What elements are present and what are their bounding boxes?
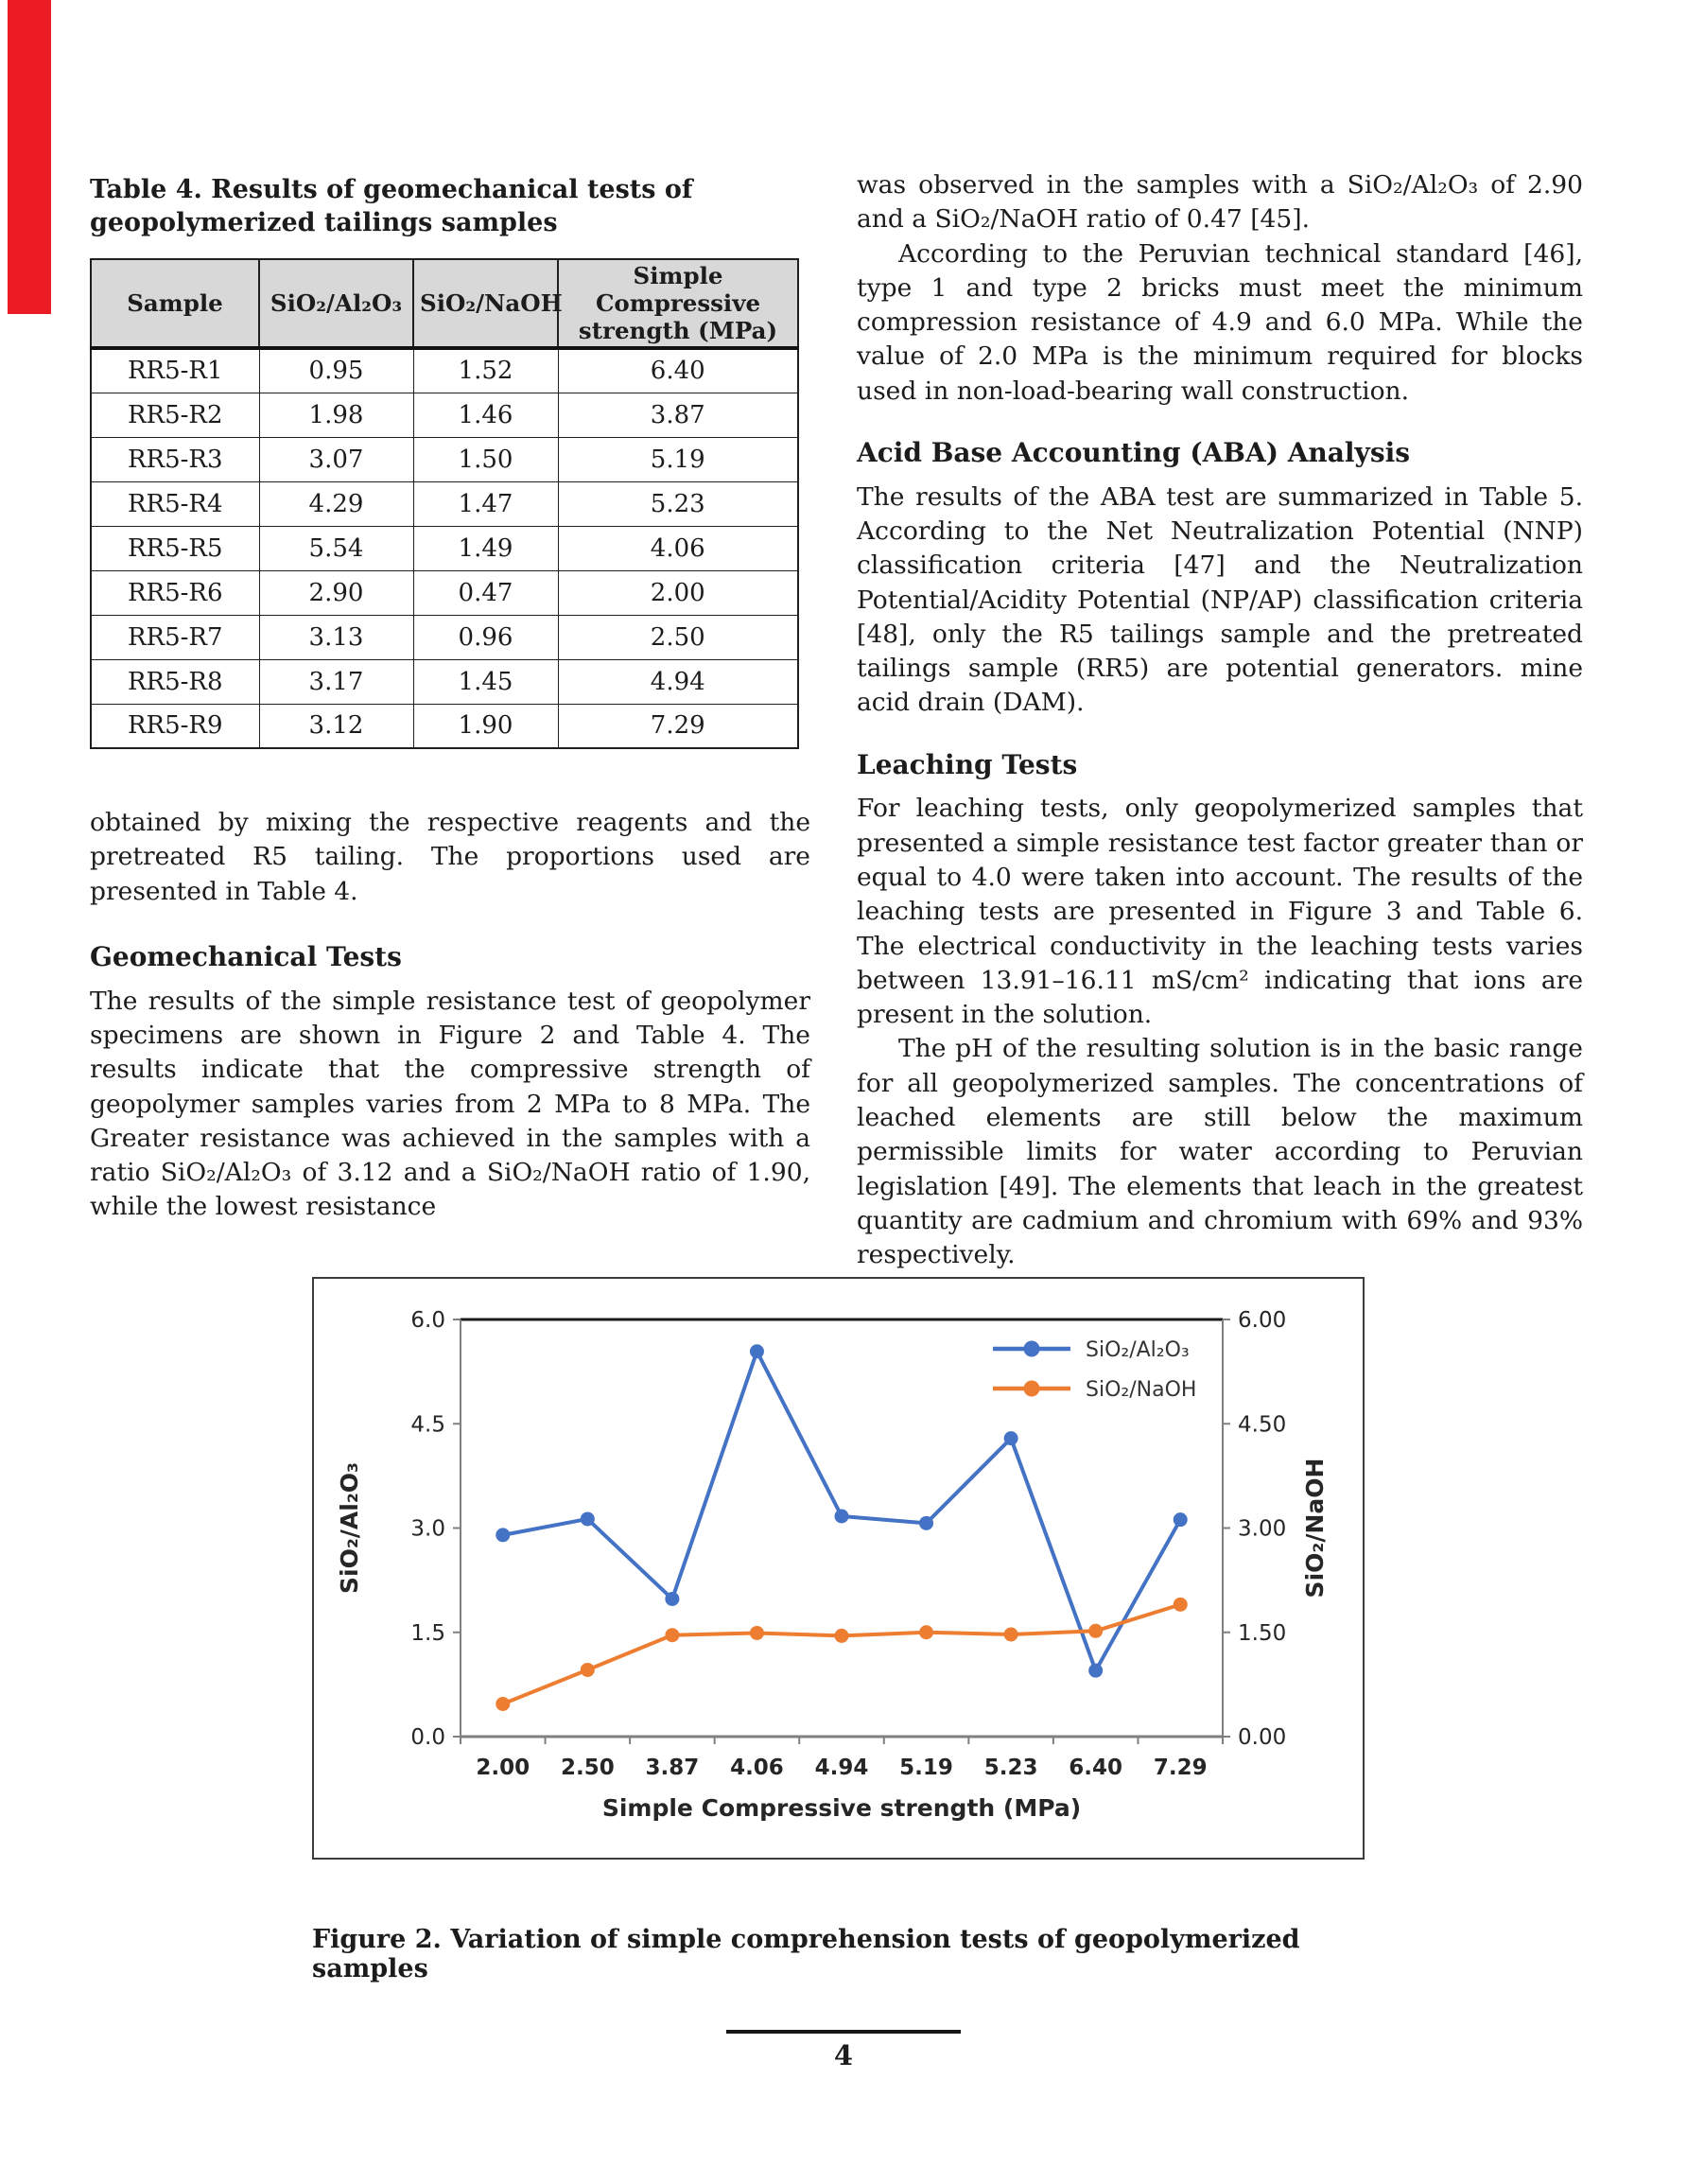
table-row xyxy=(91,481,798,526)
table4-title: Table 4. Results of geomechanical tests of geopolymerized tailings samples xyxy=(90,175,693,238)
svg-text:7.29: 7.29 xyxy=(1153,1756,1208,1780)
table-cell: 5.54 xyxy=(259,526,413,570)
table4-body xyxy=(91,348,798,748)
table-cell: 5.19 xyxy=(558,437,798,481)
svg-text:5.23: 5.23 xyxy=(983,1756,1038,1780)
red-edge-bar xyxy=(8,0,51,314)
geomechanical-tests-paragraph: The results of the simple resistance test of geopolymer specimens are shown in Figure 2 and Table 4. The results indicate that the compressive strength of geopolymer samples varies from 2 MPa to 8 MPa. The Greater resistance was achieved in the samples with a ratio SiO₂/Al₂O₃ of 3.12 and a SiO₂/NaOH ratio of 1.90, while the lowest resistance xyxy=(90,986,810,1222)
table-row xyxy=(91,615,798,659)
aba-analysis-paragraph: The results of the ABA test are summarized in Table 5. According to the Net Neutralization Potential (NNP) classification criteria [47] and the Neutralization Potential/Acidity Potential (NP/AP) classification criteria [48], only the R5 tailings sample and the pretreated tailings sample (RR5) are potential generators. mine acid drain (DAM). xyxy=(857,481,1583,718)
svg-text:0.0: 0.0 xyxy=(410,1725,445,1750)
svg-text:SiO₂/Al₂O₃: SiO₂/Al₂O₃ xyxy=(336,1462,363,1594)
table-cell: 3.87 xyxy=(558,393,798,437)
svg-text:Simple Compressive strength (M: Simple Compressive strength (MPa) xyxy=(601,1794,1082,1822)
figure2-chart-svg xyxy=(314,1279,1363,1858)
table-cell: 1.52 xyxy=(413,348,558,393)
table-cell: 6.40 xyxy=(558,348,798,393)
svg-text:6.00: 6.00 xyxy=(1238,1308,1287,1333)
figure2-caption: Figure 2. Variation of simple comprehension tests of geopolymerized samples xyxy=(312,1925,1300,1983)
table4-column-header: SiO₂/Al₂O₃ xyxy=(259,259,413,348)
table-cell: RR5-R5 xyxy=(91,526,259,570)
svg-text:4.94: 4.94 xyxy=(814,1756,869,1780)
table-row xyxy=(91,704,798,748)
leaching-tests-heading: Leaching Tests xyxy=(857,748,1078,780)
table-cell: 2.50 xyxy=(558,615,798,659)
figure2-chart xyxy=(312,1277,1365,1860)
table-row xyxy=(91,659,798,704)
table-cell: RR5-R7 xyxy=(91,615,259,659)
table-cell: 0.95 xyxy=(259,348,413,393)
svg-text:SiO₂/NaOH: SiO₂/NaOH xyxy=(1301,1458,1329,1599)
svg-text:3.0: 3.0 xyxy=(410,1516,445,1542)
table-row xyxy=(91,570,798,615)
table-cell: 4.94 xyxy=(558,659,798,704)
table-cell: 1.46 xyxy=(413,393,558,437)
svg-text:6.40: 6.40 xyxy=(1069,1756,1123,1780)
geomechanical-tests-heading: Geomechanical Tests xyxy=(90,941,402,973)
table-cell: 5.23 xyxy=(558,481,798,526)
svg-text:SiO₂/NaOH: SiO₂/NaOH xyxy=(1086,1378,1197,1402)
table-cell: 1.49 xyxy=(413,526,558,570)
table-cell: 0.47 xyxy=(413,570,558,615)
svg-text:0.00: 0.00 xyxy=(1238,1725,1287,1750)
table-cell: RR5-R1 xyxy=(91,348,259,393)
table-cell: RR5-R4 xyxy=(91,481,259,526)
page-number: 4 xyxy=(833,2039,854,2071)
aba-analysis-heading: Acid Base Accounting (ABA) Analysis xyxy=(857,437,1410,469)
svg-text:4.06: 4.06 xyxy=(730,1756,784,1780)
svg-text:2.00: 2.00 xyxy=(476,1756,530,1780)
table4-column-header: SiO₂/NaOH xyxy=(413,259,558,348)
table-cell: RR5-R8 xyxy=(91,659,259,704)
table-cell: 1.50 xyxy=(413,437,558,481)
table-cell: 3.13 xyxy=(259,615,413,659)
svg-text:3.00: 3.00 xyxy=(1238,1516,1287,1542)
table4-column-header: Sample xyxy=(91,259,259,348)
svg-text:SiO₂/Al₂O₃: SiO₂/Al₂O₃ xyxy=(1086,1338,1190,1362)
table4-head-row xyxy=(91,259,798,348)
svg-text:3.87: 3.87 xyxy=(645,1756,700,1780)
table-cell: 1.47 xyxy=(413,481,558,526)
svg-text:1.50: 1.50 xyxy=(1238,1620,1287,1646)
leaching-tests-paragraph: For leaching tests, only geopolymerized samples that presented a simple resistance test factor greater than or equal to 4.0 were taken into account. The results of the leaching tests are presented in Figure 3 and Table 6. The electrical conductivity in the leaching tests varies between 13.91–16.11 mS/cm² indicating that ions are present in the solution. xyxy=(857,794,1583,1030)
table-cell: 7.29 xyxy=(558,704,798,748)
table-cell: 4.29 xyxy=(259,481,413,526)
table4-column-header: Simple Compressive strength (MPa) xyxy=(558,259,798,348)
svg-text:2.50: 2.50 xyxy=(560,1756,615,1780)
intro-paragraph: obtained by mixing the respective reagents and the pretreated R5 tailing. The proportions used are presented in Table 4. xyxy=(90,808,810,906)
table-cell: 0.96 xyxy=(413,615,558,659)
table-cell: 3.07 xyxy=(259,437,413,481)
table-cell: 3.17 xyxy=(259,659,413,704)
table-row xyxy=(91,437,798,481)
ph-paragraph: The pH of the resulting solution is in the basic range for all geopolymerized samples. The concentrations of leached elements are still below the maximum permissible limits for water according to Peruvian legislation [49]. The elements that leach in the greatest quantity are cadmium and chromium with 69% and 93% respectively. xyxy=(857,1034,1583,1270)
table-cell: 1.98 xyxy=(259,393,413,437)
peruvian-standard-paragraph: According to the Peruvian technical standard [46], type 1 and type 2 bricks must meet the minimum compression resistance of 4.9 and 6.0 MPa. While the value of 2.0 MPa is the minimum required for blocks used in non-load-bearing wall construction. xyxy=(857,238,1583,406)
column-left xyxy=(90,173,810,1225)
table-cell: 4.06 xyxy=(558,526,798,570)
svg-text:4.5: 4.5 xyxy=(410,1412,445,1438)
svg-text:1.5: 1.5 xyxy=(410,1620,445,1646)
svg-text:4.50: 4.50 xyxy=(1238,1412,1287,1438)
table-cell: 1.45 xyxy=(413,659,558,704)
table-cell: RR5-R2 xyxy=(91,393,259,437)
table-cell: 2.90 xyxy=(259,570,413,615)
table-cell: RR5-R9 xyxy=(91,704,259,748)
svg-text:5.19: 5.19 xyxy=(899,1756,953,1780)
table-cell: 1.90 xyxy=(413,704,558,748)
footer-rule xyxy=(726,2030,961,2034)
table-cell: 2.00 xyxy=(558,570,798,615)
table-cell: RR5-R6 xyxy=(91,570,259,615)
continuation-paragraph: was observed in the samples with a SiO₂/Al₂O₃ of 2.90 and a SiO₂/NaOH ratio of 0.47 [45]. xyxy=(857,170,1583,235)
column-right xyxy=(857,168,1583,1273)
svg-text:6.0: 6.0 xyxy=(410,1308,445,1333)
table-cell: 3.12 xyxy=(259,704,413,748)
table-row xyxy=(91,526,798,570)
table4 xyxy=(90,258,799,749)
table-row xyxy=(91,393,798,437)
table-row xyxy=(91,348,798,393)
table-cell: RR5-R3 xyxy=(91,437,259,481)
